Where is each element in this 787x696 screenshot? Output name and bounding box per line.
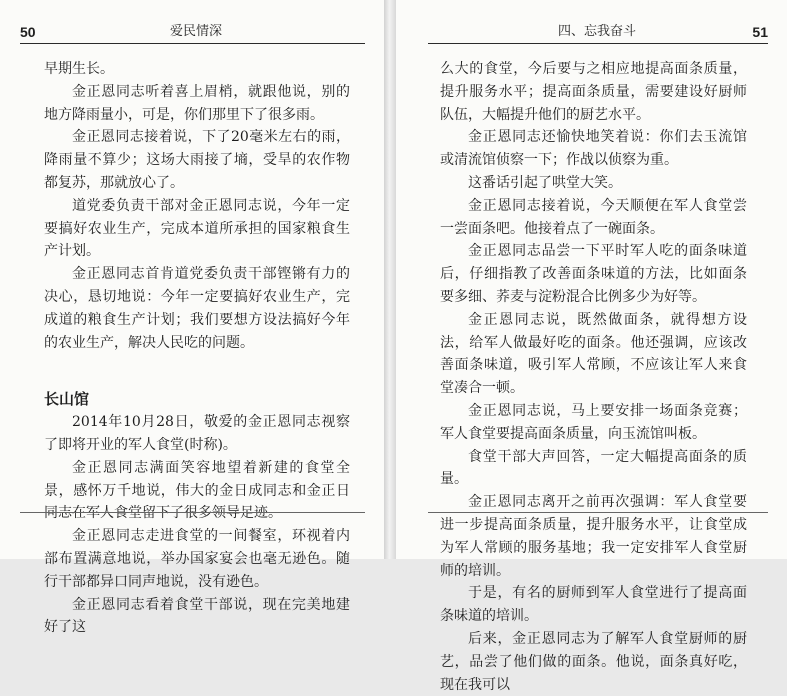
paragraph: 早期生长。: [44, 61, 114, 77]
footer-rule: [428, 512, 768, 513]
left-page: [0, 0, 384, 636]
paragraph: 金正恩同志还愉快地笑着说：你们去玉流馆或清流馆侦察一下；作战以侦察为重。: [440, 129, 747, 169]
paragraph: 后来，金正恩同志为了解军人食堂厨师的厨艺，品尝了他们做的面条。他说，面条真好吃，现在我可以: [440, 630, 747, 693]
paragraph: 金正恩同志说，既然做面条，就得想方设法，给军人做最好吃的面条。他还强调，应该改善面条味道，吸引军人常顾，不应该让军人来食堂凑合一顿。: [440, 311, 747, 397]
right-header: [428, 22, 768, 42]
running-title: 爱民情深: [170, 24, 223, 39]
paragraph-group: [440, 58, 747, 696]
paragraph: 金正恩同志首肯道党委负责干部铿锵有力的决心，恳切地说：今年一定要搞好农业生产，完成道的粮食生产计划；我们要想方设法搞好今年的农业生产，解决人民吃的问题。: [44, 266, 350, 351]
paragraph-group: [44, 411, 350, 639]
paragraph: 金正恩同志品尝一下平时军人吃的面条味道后，仔细指教了改善面条味道的方法，比如面条要多细、荞麦与淀粉混合比例多少为好等。: [440, 243, 747, 305]
section-heading: 长山馆: [44, 390, 90, 409]
paragraph: 金正恩同志看着食堂干部说，现在完美地建好了这: [44, 596, 350, 636]
paragraph: 么大的食堂，今后要与之相应地提高面条质量，提升服务水平；提高面条质量，需要建设好厨师队伍，大幅提升他们的厨艺水平。: [440, 61, 747, 123]
paragraph: 这番话引起了哄堂大笑。: [468, 174, 622, 191]
left-text-body: [44, 58, 350, 639]
paragraph: 2014年10月28日，敬爱的金正恩同志视察了即将开业的军人食堂(时称)。: [44, 414, 350, 453]
paragraph: 于是，有名的厨师到军人食堂进行了提高面条味道的培训。: [440, 585, 747, 625]
header-rule: [428, 43, 768, 44]
paragraph: 食堂干部大声回答，一定大幅提高面条的质量。: [440, 448, 747, 488]
paragraph: 金正恩同志接着说，今天顺便在军人食堂尝一尝面条吧。他接着点了一碗面条。: [440, 197, 747, 237]
header-rule: [20, 43, 365, 44]
paragraph: 金正恩同志说，马上要安排一场面条竞赛；军人食堂要提高面条质量，向玉流馆叫板。: [440, 402, 747, 442]
paragraph: 金正恩同志离开之前再次强调：军人食堂要进一步提高面条质量，提升服务水平，让食堂成为军人常顾的服务基地；我一定安排军人食堂厨师的培训。: [440, 494, 747, 579]
book-gutter: [384, 0, 396, 559]
page-number: 51: [752, 24, 768, 40]
paragraph: 道党委负责干部对金正恩同志说，今年一定要搞好农业生产，完成本道所承担的国家粮食生产计划。: [44, 197, 350, 260]
right-page: [396, 0, 787, 693]
running-title: 四、忘我奋斗: [558, 24, 637, 39]
paragraph: 金正恩同志接着说，下了20毫米左右的雨，降雨量不算少；这场大雨接了墒，受旱的农作物都复苏，那就放心了。: [44, 129, 350, 191]
right-text-body: [440, 58, 747, 696]
paragraph: 金正恩同志走进食堂的一间餐室，环视着内部布置满意地说，举办国家宴会也毫无逊色。随行干部都异口同声地说，没有逊色。: [44, 528, 350, 590]
left-header: [20, 22, 365, 42]
page-number: 50: [20, 24, 36, 40]
paragraph: 金正恩同志听着喜上眉梢，就跟他说，别的地方降雨量小，可是，你们那里下了很多雨。: [44, 83, 350, 123]
paragraph: 金正恩同志满面笑容地望着新建的食堂全景，感怀万千地说，伟大的金日成同志和金正日同志在军人食堂留下了很多领导足迹。: [44, 459, 350, 522]
footer-rule: [20, 512, 365, 513]
paragraph-group: [44, 58, 350, 354]
